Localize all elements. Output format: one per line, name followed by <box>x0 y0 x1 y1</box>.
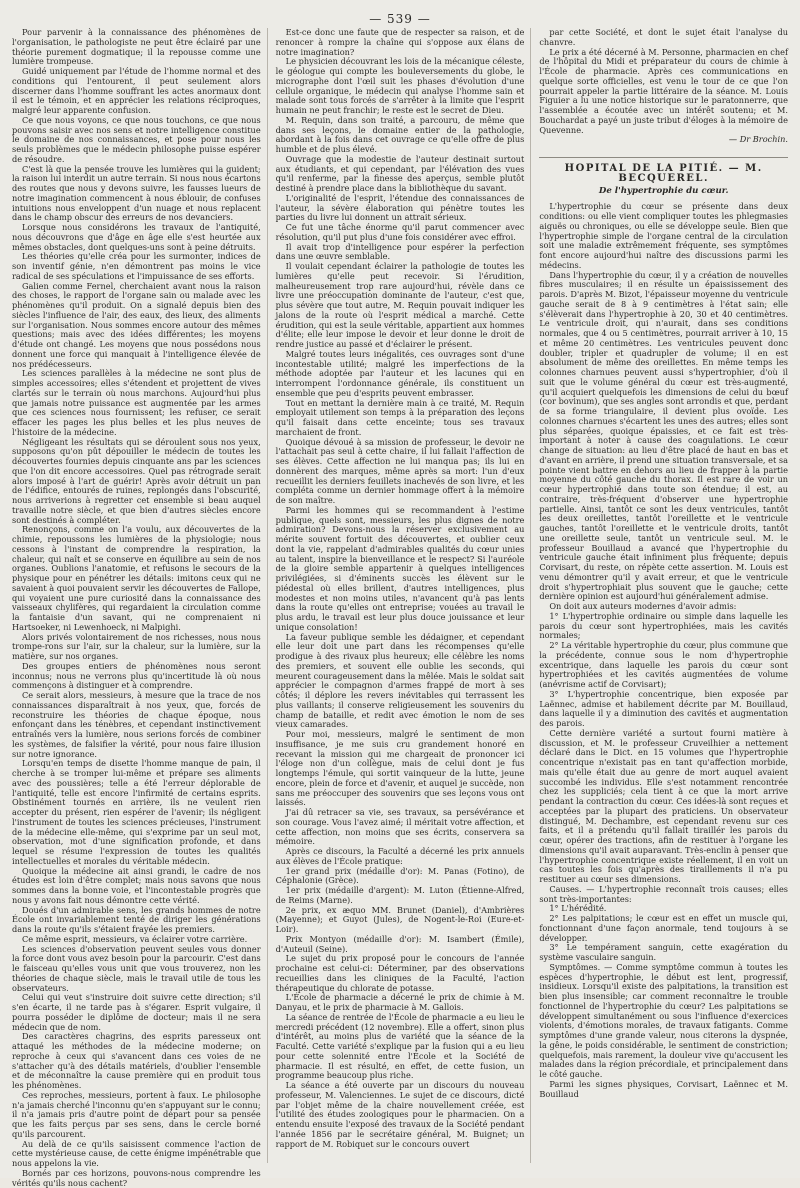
paragraph: Les théories qu'elle créa pour les surmonter, indices de son inventif génie, n'en démontrent pas moins le vice radical de ses spéculations et l'impuissance de ses efforts. <box>12 251 261 281</box>
column-1 <box>12 27 268 1188</box>
paragraph: Malgré toutes leurs inégalités, ces ouvrages sont d'une incontestable utilité; malgré les imperfections de la méthode adoptée par l'auteur et les lacunes qui en interrompent l'ordonnance générale, ils constituent un ensemble que peu d'esprits peuvent embrasser. <box>275 348 525 398</box>
column-3-body-text <box>539 202 788 1099</box>
paragraph: Ce serait alors, messieurs, à mesure que la trace de nos connaissances disparaîtrait à nos yeux, que, forcés de reconstruire les théories de chaque époque, nous enfonçant dans les ténèbres, et cependant instinctivement entraînés vers la lumière, nous serions forcés de combiner les systèmes, de falsifier la vérité, pour nous faire illusion sur notre ignorance. <box>12 690 261 759</box>
section-heading: HOPITAL DE LA PITIÉ. — M. BECQUEREL. <box>539 157 788 184</box>
paragraph: Négligeant les résultats qui se déroulent sous nos yeux, supposons qu'on pût dépouiller le médecin de toutes les découvertes fournies depuis cinquante ans par les sciences que l'on dit encore accessoires. Quel pas rétrograde serait alors imposé à l'art de guérir! Après avoir détruit un pan de l'édifice, entourés de ruines, replongés dans l'obscurité, nous arriverions à regretter cet ensemble si beau auquel travaille notre siècle, et que bien d'autres siècles encore sont destinés à compléter. <box>12 436 261 525</box>
paragraph: 2° Les palpitations; le cœur est en effet un muscle qui, fonctionnant d'une façon anormale, tend toujours à se développer. <box>539 913 789 943</box>
paragraph: J'ai dû retracer sa vie, ses travaux, sa persévérance et son courage. Vous l'avez aimé; il méritait votre affection, et cette affection, non moins que ses écrits, conservera sa mémoire. <box>275 807 525 847</box>
column-3-top-text <box>539 28 788 135</box>
column-3 <box>539 28 788 1163</box>
paragraph: Il avait trop d'intelligence pour espérer la perfection dans une œuvre semblable. <box>275 241 525 262</box>
paragraph: Des caractères chagrins, des esprits paresseux ont attaqué les méthodes de la médecine moderne; on reproche à ceux qui s'avancent dans ces voies de ne s'attacher qu'à des détails matériels, d'oublier l'ensemble et de méconnaître la cause première qui en produit tous les phénomènes. <box>12 1031 261 1090</box>
paragraph: Causes. — L'hypertrophie reconnaît trois causes; elles sont très-importantes: <box>539 883 789 904</box>
columns <box>12 27 789 1188</box>
paragraph: Alors privés volontairement de nos richesses, nous nous trompe-rons sur l'air, sur la chaleur, sur la lumière, sur la matière, sur nos organes. <box>12 631 261 661</box>
paragraph: Lorsqu'en temps de disette l'homme manque de pain, il cherche à se tromper lui-même et prépare ses aliments avec des poussières; telle a été l'erreur déplorable de l'antiquité, telle est encore l'infirmité de certains esprits. Obstinément tournés en arrière, ils ne veulent rien accepter du présent, rien espérer de l'avenir; ils négligent l'instrument de toutes les sciences précieuses, l'instrument de la médecine elle-même, qui s'exprime par un seul mot, observation, mot d'une signification profonde, et dans lequel se résume l'expression de toutes les qualités intellectuelles et morales du véritable médecin. <box>12 758 261 866</box>
paragraph: Pour parvenir à la connaissance des phénomènes de l'organisation, le pathologiste ne peut être éclairé par une théorie purement dogmatique; il la repousse comme une lumière trompeuse. <box>12 27 261 67</box>
paragraph: Il voulait cependant éclairer la pathologie de toutes les lumières qu'elle peut recevoir. Si l'érudition, malheureusement trop rare aujourd'hui, révèle dans ce livre une préoccupation dominante de l'auteur, c'est que, plus sévère que tout autre, M. Requin pouvait indiquer les jalons de la route où l'esprit médical a marché. Cette érudition, qui est la seule véritable, appartient aux hommes d'élite; elle leur impose le devoir et leur donne le droit de rendre justice au passé et d'éclairer le présent. <box>275 261 525 349</box>
paragraph: Quoique dévoué à sa mission de professeur, le devoir ne l'attachait pas seul à cette chaire, il lui fallait l'affection de ses élèves. Cette affection ne lui manqua pas; ils lui en donnèrent des marques, même après sa mort: l'un d'eux recueillit les derniers feuillets inachevés de son livre, et les compléta comme un dernier hommage offert à la mémoire de son maître. <box>275 436 525 505</box>
paragraph: Est-ce donc une faute que de respecter sa raison, et de renoncer à rompre la chaîne qui s'oppose aux élans de notre imagination? <box>275 27 525 57</box>
paragraph: Parmi les hommes qui se recommandent à l'estime publique, quels sont, messieurs, les plus dignes de notre admiration? Devons-nous la réserver exclusivement au mérite souvent fortuit des découvertes, et oublier ceux dont la vie, rappelant d'admirables qualités du cœur unies au talent, inspire la bienveillance et le respect? Si l'auréole de la gloire semble appartenir à quelques intelligences privilégiées, si d'éminents succès les élèvent sur le piédestal où elles brillent, d'autres intelligences, plus modestes et non moins utiles, n'avancent qu'à pas lents dans la route qu'elles ont entreprise; vouées au travail le plus ardu, le travail est leur plus douce jouissance et leur unique consolation! <box>275 504 525 632</box>
paragraph: Après ce discours, la Faculté a décerné les prix annuels aux élèves de l'École pratique: <box>275 846 525 866</box>
paragraph: La séance de rentrée de l'École de pharmacie a eu lieu le mercredi précédent (12 novembre). Elle a offert, sinon plus d'intérêt, au moins plus de variété que la séance de la Faculté. Cette variété s'explique par la fusion qui a eu lieu pour cette solennité entre l'École et la Société de pharmacie. Il est résulté, en effet, de cette fusion, un programme beaucoup plus riche. <box>275 1011 525 1081</box>
paragraph: Au delà de ce qu'ils saisissent commence l'action de cette mystérieuse cause, de cette énigme impénétrable que nous appelons la vie. <box>12 1138 261 1168</box>
paragraph: Ces reproches, messieurs, portent à faux. Le philosophe n'a jamais cherché l'inconnu qu'en s'appuyant sur le connu; il n'a jamais pris d'autre point de départ pour sa pensée que les faits perçus par ses sens, dans le cercle borné qu'ils parcourent. <box>12 1089 261 1139</box>
paragraph: 1er prix (médaille d'argent): M. Luton (Étienne-Alfred, de Reims (Marne). <box>275 885 525 905</box>
paragraph: La faveur publique semble les dédaigner, et cependant elle leur doit une part dans les récompenses qu'elle prodigue à des rivaux plus heureux; elle célèbre les noms des premiers, et souvent elle oublie les seconds, qui meurent courageusement dans la mêlée. Mais le soldat sait apprécier le compagnon d'armes frappé de mort à ses côtés; il déplore les revers inévitables qui terrassent les plus vaillants; il conserve religieusement les souvenirs du champ de bataille, et redit avec émotion le nom de ses vieux camarades. <box>275 631 525 730</box>
paragraph: C'est là que la pensée trouve les lumières qui la guident; la raison lui interdit un autre terrain. Si nous nous écartons des routes que nous y devons suivre, les fausses lueurs de notre imagination commencent à nous éblouir, de confuses intuitions nous enveloppent d'un nuage et nous replacent dans le champ obscur des erreurs de nos devanciers. <box>12 163 261 223</box>
paragraph: L'hypertrophie du cœur se présente dans deux conditions: ou elle vient compliquer toutes les phlegmasies aiguës ou chroniques, ou elle se développe seule. Bien que l'hypertrophie simple de l'organe central de la circulation soit une maladie extrêmement fréquente, ses symptômes font encore aujourd'hui naître des discussions parmi les médecins. <box>539 201 789 270</box>
paragraph: 2° La véritable hypertrophie du cœur, plus commune que la précédente, connue sous le nom d'hypertrophie excentrique, dans laquelle les parois du cœur sont hypertrophiées et les cavités augmentées de volume (anévrisme actif de Corvisart); <box>539 640 789 689</box>
paragraph: Dans l'hypertrophie du cœur, il y a création de nouvelles fibres musculaires; il en résulte un épaississement des parois. D'après M. Bizot, l'épaisseur moyenne du ventricule gauche serait de 8 à 9 centimètres à l'état sain; elle s'élèverait dans l'hypertrophie à 20, 30 et 40 centimètres. Le ventricule droit, qui n'aurait, dans ses conditions normales, que 4 ou 5 centimètres, pourrait arriver à 10, 15 et même 20 centimètres. Les ventricules peuvent donc doubler, tripler et quadrupler de volume; il en est absolument de même des oreillettes. En même temps les colonnes charnues peuvent aussi s'hypertrophier, d'où il suit que le volume général du cœur est très-augmenté, qu'il acquiert quelquefois les dimensions de celui du bœuf (cor bovinum), que ses angles sont arrondis et que, perdant de sa forme triangulaire, il devient plus ovoïde. Les colonnes charnues s'écartent les unes des autres; elles sont plus séparées, quoique épaissies, et ce fait est très-important à noter à cause des coagulations. Le cœur change de situation: au lieu d'être placé de haut en bas et d'avant en arrière, il prend une situation transversale, et sa pointe vient battre en dehors au lieu de frapper à la partie moyenne du côté gauche du thorax. Il est rare de voir un cœur hypertrophié dans toute son étendue; il est, au contraire, très-fréquent d'observer une hypertrophie partielle. Ainsi, tantôt ce sont les deux ventricules, tantôt les deux oreillettes, tantôt l'oreillette et le ventricule gauches, tantôt l'oreillette et le ventricule droits, tantôt une oreillette seule, tantôt un ventricule seul. M. le professeur Bouillaud a avancé que l'hypertrophie du ventricule gauche était infiniment plus fréquente; depuis Corvisart, du reste, on répète cette assertion. M. Louis est venu démontrer qu'il y avait erreur, et que le ventricule droit s'hypertrophiait plus souvent que le gauche; cette dernière opinion est aujourd'hui généralement admise. <box>539 269 789 602</box>
paragraph: Ce même esprit, messieurs, va éclairer votre carrière. <box>22 933 248 944</box>
paragraph: Les sciences parallèles à la médecine ne sont plus de simples accessoires; elles s'étendent et projettent de vives clartés sur le terrain où nous marchons. Aujourd'hui plus que jamais notre puissance est augmentée par les armes que ces sciences nous fournissent; les refuser, ce serait effacer les pages les plus belles et les plus neuves de l'histoire de la médecine. <box>12 368 261 437</box>
paragraph: Le sujet du prix proposé pour le concours de l'année prochaine est celui-ci: Déterminer, par des observations recueillies dans les cliniques de la Faculté, l'action thérapeutique du chlorate de potasse. <box>275 953 525 993</box>
paragraph: Le physicien découvrant les lois de la mécanique céleste, le géologue qui compte les bouleversements du globe, le micrographe dont l'œil suit les phases d'évolution d'une cellule organique, le médecin qui analyse l'homme sain et malade sont tous forcés de s'arrêter à la limite que l'esprit humain ne peut franchir; le reste est le secret de Dieu. <box>275 56 525 115</box>
column-2 <box>276 28 532 1163</box>
paragraph: Pour moi, messieurs, malgré le sentiment de mon insuffisance, je me suis cru grandement honoré en recevant la mission qui me chargeait de prononcer ici l'éloge non d'un collègue, mais de celui dont je fus longtemps l'émule, qui sortit vainqueur de la lutte, jeune encore, plein de force et d'avenir, et auquel je succède, non sans me préoccuper des souvenirs que ses leçons vous ont laissés. <box>275 729 525 808</box>
paragraph: Ce que nous voyons, ce que nous touchons, ce que nous pouvons saisir avec nos sens et notre intelligence constitue le domaine de nos connaissances, et pose pour nous les seuls problèmes que le médecin philosophe puisse espérer de résoudre. <box>12 114 261 164</box>
paragraph: Tout en mettant la dernière main à ce traité, M. Requin employait utilement son temps à la préparation des leçons qu'il faisait dans cette enceinte; tous ses travaux marchaient de front. <box>275 397 525 437</box>
paragraph: La séance a été ouverte par un discours du nouveau professeur, M. Valenciennes. Le sujet de ce discours, dicté par l'objet même de la chaire nouvellement créée, est l'utilité des études zoologiques pour le pharmacien. On a entendu ensuite l'exposé des travaux de la Société pendant l'année 1856 par le secrétaire général, M. Buignet; un rapport de M. Robiquet sur le concours ouvert <box>275 1080 525 1149</box>
paragraph: Parmi les signes physiques, Corvisart, Laënnec et M. Bouillaud <box>539 1078 789 1099</box>
paragraph: On doit aux auteurs modernes d'avoir admis: <box>549 601 737 611</box>
paragraph: Symptômes. — Comme symptôme commun à toutes les espèces d'hypertrophie, le début est lent, progressif, insidieux. Lorsqu'il existe des palpitations, la transition est bien plus insensible; car comment reconnaître le trouble fonctionnel de l'hypertrophie du cœur? Les palpitations se développent simultanément ou sous l'influence d'exercices violents, d'émotions morales, de travaux fatigants. Comme symptômes d'une grande valeur, nous citerons la dyspnée, la gêne, le poids considérable, le sentiment de constriction; quelquefois, mais rarement, la douleur vive qu'accusent les malades dans la région précordiale, et principalement dans le côté gauche. <box>539 961 789 1079</box>
paragraph: 1° L'hypertrophie ordinaire ou simple dans laquelle les parois du cœur sont hypertrophiées, mais les cavités normales; <box>539 610 789 641</box>
paragraph: Bornés par ces horizons, pouvons-nous comprendre les vérités qu'ils nous cachent? <box>12 1167 261 1188</box>
paragraph: Prix Montyon (médaille d'or): M. Isambert (Émile), d'Auteuil (Seine). <box>275 933 525 954</box>
paragraph: 1er grand prix (médaille d'or): M. Panas (Fotino), de Céphalonie (Grèce). <box>275 865 525 886</box>
paragraph: Le prix a été décerné à M. Personne, pharmacien en chef de l'hôpital du Midi et préparateur du cours de chimie à l'École de pharmacie. Après ces communications en quelque sorte officielles, est venu le tour de ce que l'on pourrait appeler la partie littéraire de la séance. M. Louis Figuier a lu une notice historique sur le paratonnerre, que l'assemblée a écoutée avec un intérêt soutenu; et M. Bouchardat a payé un juste tribut d'éloges à la mémoire de Quevenne. <box>539 46 789 135</box>
paragraph: Cette dernière variété a surtout fourni matière à discussion, et M. le professeur Cruveilhier a nettement déclaré dans le Dict. en 15 volumes que l'hypertrophie concentrique n'existait pas en tant qu'affection morbide, mais qu'elle était due au genre de mort auquel avaient succombé les individus. Elle s'est notamment rencontrée chez les suppliciés; cela tient à ce que la mort arrive pendant la contraction du cœur. Ces idées-là sont reçues et acceptées par la plupart des praticiens. Un observateur distingué, M. Dechambre, est cependant revenu sur ces faits, et il a prétendu qu'il fallait tiraillér les parois du cœur, opérer des tractions, afin de restituer à l'organe les dimensions qu'il avait auparavant. Très-enclin à penser que l'hypertrophie concentrique existe réellement, il en voit un cas toutes les fois qu'après des tiraillements il n'a pu restituer au cœur ses dimensions. <box>539 727 789 884</box>
paragraph: L'École de pharmacie a décerné le prix de chimie à M. Danyau, et le prix de pharmacie à M. Gallois. <box>275 992 525 1012</box>
paragraph: M. Requin, dans son traité, a parcouru, de même que dans ses leçons, le domaine entier de la pathologie, abordant à la fois dans cet ouvrage ce qu'elle offre de plus humble et de plus élevé. <box>275 114 525 154</box>
paragraph: Des groupes entiers de phénomènes nous seront inconnus; nous ne verrons plus qu'incertitude là où nous commençons à distinguer et à comprendre. <box>12 660 261 691</box>
paragraph: Renonçons, comme on l'a voulu, aux découvertes de la chimie, repoussons les lumières de la physiologie; nous cessons à l'instant de comprendre la respiration, la chaleur, qui naît et se conserve en équilibre au sein de nos organes. Oublions l'anatomie, et refusons le secours de la physique pour en pénétrer les détails: imitons ceux qui ne savaient à quoi pouvaient servir les découvertes de Fallope, qui voyaient une pure curiosité dans la connaissance des vaisseaux chylifères, qui regardaient la circulation comme la fantaisie d'un savant, qui ne comprenaient ni Hartsoeker, ni Lewenhoeck, ni Malpighi. <box>12 524 261 632</box>
paragraph: 1° L'hérédité. <box>549 903 607 914</box>
paragraph: 2e prix, ex æquo MM. Brunet (Daniel), d'Ambrières (Mayenne); et Guyot (Jules), de Nogent-le-Roi (Eure-et-Loir). <box>275 904 525 934</box>
paragraph: Galien comme Fernel, cherchaient avant nous la raison des choses, le rapport de l'organe sain ou malade avec les phénomènes qu'il produit. On a signalé depuis bien des siècles l'influence de l'air, des eaux, des lieux, des aliments sur l'organisation. Nous sommes encore autour des mêmes questions; mais avec des idées différentes; les moyens d'étude ont changé. Les moyens que nous possédons nous donnent une force qui manquait à l'intelligence élevée de nos prédécesseurs. <box>12 280 261 369</box>
paragraph: Ce fut une tâche énorme qu'il parut commencer avec résolution, qu'il put plus d'une fois considérer avec effroi. <box>275 222 525 242</box>
paragraph: L'originalité de l'esprit, l'étendue des connaissances de l'auteur, la sévère élaboration qui pénètre toutes les parties du livre lui donnent un attrait sérieux. <box>275 192 525 223</box>
section-subheading: De l'hypertrophie du cœur. <box>598 185 729 196</box>
paragraph: Lorsque nous considérons les travaux de l'antiquité, nous découvrons que d'âge en âge elle s'est heurtée aux mêmes obstacles, dont quelques-uns sont à peine détruits. <box>12 222 261 252</box>
paragraph: Guidé uniquement par l'étude de l'homme normal et des conditions qui l'entourent, il peut seulement alors discerner dans l'homme souffrant les actes anormaux dont il est le témoin, et en apprécier les relations réciproques, malgré leur apparente confusion. <box>12 66 261 115</box>
paragraph: Celui qui veut s'instruire doit suivre cette direction; s'il s'en écarte, il ne tarde pas à s'égarer. Esprit vulgaire, il pourra posséder le diplôme de docteur; mais il ne sera médecin que de nom. <box>12 992 261 1032</box>
paragraph: Les sciences d'observation peuvent seules vous donner la force dont vous avez besoin pour la parcourir. C'est dans le faisceau qu'elles vous unit que vous trouverez, non les théories de chaque siècle, mais le travail utile de tous les observateurs. <box>12 943 261 993</box>
paragraph: Quoique la médecine ait ainsi grandi, le cadre de nos études est loin d'être complet; mais nous savons que nous sommes dans la bonne voie, et l'incontestable progrès que nous y avons fait nous démontre cette vérité. <box>12 865 261 905</box>
paragraph: par cette Société, et dont le sujet était l'analyse du chanvre. <box>539 27 789 47</box>
page-number: — 539 — <box>369 12 431 26</box>
paragraph: 3° L'hypertrophie concentrique, bien exposée par Laënnec, admise et habilement décrite par M. Bouillaud, dans laquelle il y a diminution des cavités et augmentation des parois. <box>539 688 789 728</box>
paragraph: Doués d'un admirable sens, les grands hommes de notre École ont invariablement tenté de diriger les générations dans la route qu'ils s'étaient frayée les premiers. <box>12 904 261 934</box>
paragraph: Ouvrage que la modestie de l'auteur destinait surtout aux étudiants, et qui cependant, par l'élévation des vues qu'il renferme, par la finesse des aperçus, semble plutôt destiné à prendre place dans la bibliothèque du savant. <box>275 153 525 193</box>
author-signature: — Dr Brochin. <box>728 134 789 145</box>
paragraph: 3° Le tempérament sanguin, cette exagération du système vasculaire sanguin. <box>539 942 789 962</box>
